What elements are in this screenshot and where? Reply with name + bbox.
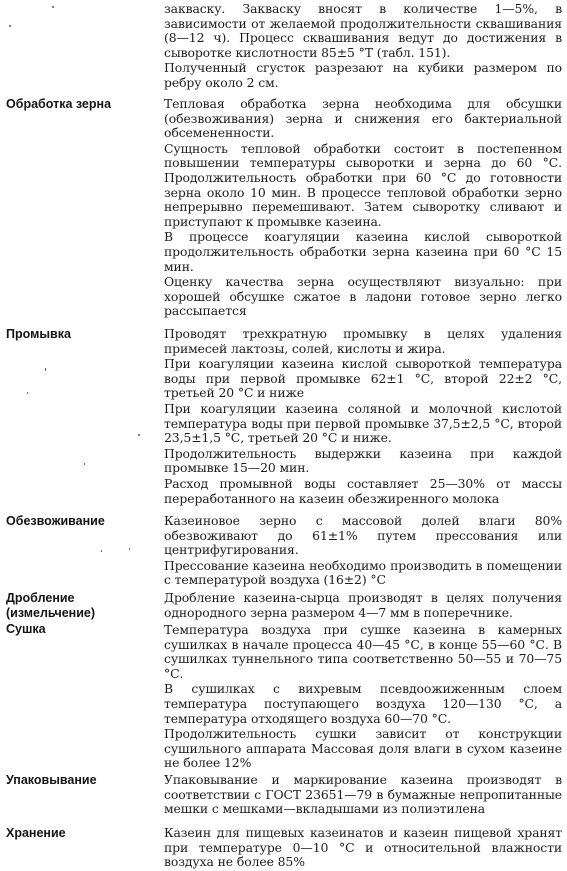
- paragraph: В сушилках с вихревым псевдоожиженным слоем температура поступающего воздуха 120—130 °С, а температура отходящего воздуха 60—70 °С.: [164, 681, 562, 726]
- paragraph: В процессе коагуляции казеина кислой сывороткой продолжительность обработки зерна казеина при 60 °С 15 мин.: [164, 229, 562, 274]
- scan-speck: [52, 6, 54, 8]
- paragraph: Дробление казеина-сырца производят в целях получения однородного зерна размером 4—7 мм в поперечнике.: [164, 590, 562, 620]
- section-description: [164, 591, 562, 620]
- section-description: [164, 514, 562, 588]
- section-description: [164, 2, 562, 91]
- scan-speck: [84, 463, 85, 465]
- paragraph: Полученный сгусток разрезают на кубики размером по ребру около 2 см.: [164, 60, 562, 90]
- section-term: Хранение: [6, 826, 66, 840]
- scan-speck: [27, 392, 28, 394]
- paragraph: Тепловая обработка зерна необходима для обсушки (обезвоживания) зерна и снижения его бактериальной обсемененности.: [164, 96, 562, 141]
- section-term: Сушка: [6, 622, 46, 636]
- scan-speck: [9, 25, 11, 27]
- section-term: Обработка зерна: [6, 97, 112, 111]
- section-description: [164, 773, 562, 817]
- paragraph: Упаковывание и маркирование казеина производят в соответствии с ГОСТ 23651—79 в бумажные непропитанные мешки с мешками—вкладышами из полиэтилена: [164, 772, 562, 817]
- scan-speck: [45, 368, 46, 371]
- paragraph: закваску. Закваску вносят в количестве 1—5%, в зависимости от желаемой продолжительности сквашивания (8—12 ч). Процесс сквашивания ведут до достижения в сыворотке кислотности 85±5 °Т (табл. 151).: [164, 1, 562, 60]
- section-term: Промывка: [6, 327, 71, 341]
- paragraph: При коагуляции казеина кислой сывороткой температура воды при первой промывке 62±1 °С, второй 22±2 °С, третьей 20 °С и ниже: [164, 356, 562, 401]
- paragraph: Сущность тепловой обработки состоит в постепенном повышении температуры сыворотки и зерна до 60 °С. Продолжительность обработки при 60 °С до готовности зерна около 10 мин. В процессе тепловой обработки зерно непрерывно перемешивают. Затем сыворотку сливают и приступают к промывке казеина.: [164, 140, 562, 229]
- scan-speck: [138, 434, 140, 436]
- scan-speck: [101, 550, 102, 552]
- paragraph: Расход промывной воды составляет 25—30% от массы переработанного на казеин обезжиренного молока: [164, 475, 562, 506]
- paragraph: Казеиновое зерно с массовой долей влаги 80% обезвоживают до 61±1% путем прессования или центрифугирования.: [164, 513, 562, 558]
- paragraph: Прессование казеина необходимо производить в помещении с температурой воздуха (16±2) °С: [164, 557, 562, 588]
- section-description: [164, 327, 562, 506]
- section-description: [164, 623, 562, 771]
- paragraph: Температура воздуха при сушке казеина в камерных сушилках в начале процесса 40—45 °С, в конце 55—60 °С. В сушилках туннельного типа соответственно 50—55 и 70—75 °С.: [164, 622, 562, 681]
- paragraph: Оценку качества зерна осуществляют визуально: при хорошей обсушке сжатое в ладони готовое зерно легко рассыпается: [164, 274, 562, 319]
- paragraph: При коагуляции казеина соляной и молочной кислотой температура воды при первой промывке 37,5±2,5 °С, второй 23,5±1,5 °С, третьей 20 °С и ниже.: [164, 400, 562, 446]
- section-term: Обезвоживание: [6, 514, 105, 528]
- paragraph: Казеин для пищевых казеинатов и казеин пищевой хранят при температуре 0—10 °С и относительной влажности воздуха не более 85%: [164, 825, 562, 870]
- paragraph: Продолжительность выдержки казеина при каждой промывке 15—20 мин.: [164, 445, 562, 476]
- paragraph: Продолжительность сушки зависит от конструкции сушильного аппарата Массовая доля влаги в сухом казеине не более 12%: [164, 726, 562, 771]
- section-term: Упаковывание: [6, 773, 97, 787]
- section-description: [164, 826, 562, 870]
- paragraph: Проводят трехкратную промывку в целях удаления примесей лактозы, солей, кислоты и жира.: [164, 326, 562, 356]
- scan-speck: [129, 548, 130, 550]
- section-term: Дробление (измельчение): [6, 591, 96, 620]
- section-description: [164, 97, 562, 319]
